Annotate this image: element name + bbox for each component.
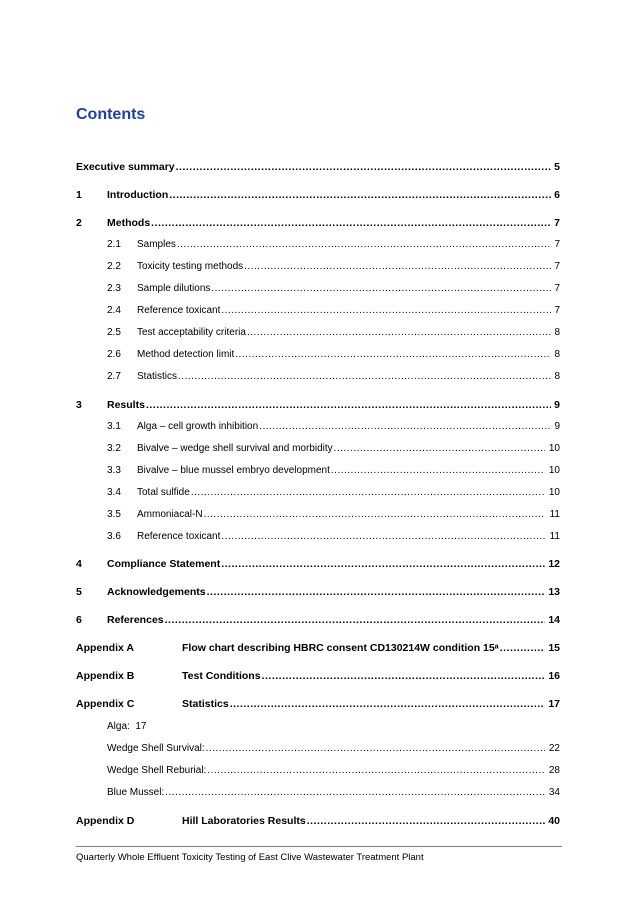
toc-entry-label: Wedge Shell Reburial: <box>107 765 207 776</box>
toc-section-number: 6 <box>76 614 82 626</box>
toc-section-number: 2.5 <box>107 327 121 338</box>
toc-dot-leader <box>169 188 551 202</box>
toc-entry-label: Bivalve – blue mussel embryo development <box>137 465 330 476</box>
toc-entry-label: Reference toxicant <box>137 305 221 316</box>
toc-dot-leader <box>207 585 545 599</box>
toc-dot-leader <box>235 348 551 362</box>
toc-appendix-number: Appendix D <box>76 815 135 827</box>
toc-page-number: 7 <box>554 217 560 229</box>
toc-dot-leader <box>500 641 545 655</box>
toc-entry-alga[interactable] <box>0 720 637 734</box>
toc-entry-wedge-shell-reburial[interactable] <box>0 764 637 778</box>
toc-dot-leader <box>230 697 545 711</box>
toc-page-number: 14 <box>548 614 560 626</box>
page-title: Contents <box>76 106 146 123</box>
toc-dot-leader <box>177 238 551 252</box>
toc-entry-wedge-shell-survival-stats[interactable] <box>0 742 637 756</box>
toc-page-number: 6 <box>554 189 560 201</box>
toc-page-number: 9 <box>554 399 560 411</box>
toc-entry-label: Sample dilutions <box>137 283 211 294</box>
toc-entry-label: Test acceptability criteria <box>137 327 246 338</box>
toc-section-number: 2.7 <box>107 371 121 382</box>
toc-section-number: 3.1 <box>107 421 121 432</box>
toc-entry-label: Bivalve – wedge shell survival and morbidity <box>137 443 333 454</box>
toc-section-number: 5 <box>76 586 82 598</box>
footer-divider <box>76 846 562 847</box>
toc-page-number: 34 <box>548 787 560 798</box>
toc-page-number: 17 <box>548 698 560 710</box>
toc-dot-leader <box>334 442 545 456</box>
toc-entry-method-detection-limit[interactable] <box>0 348 637 362</box>
toc-section-number: 2 <box>76 217 82 229</box>
toc-entry-samples[interactable] <box>0 238 637 252</box>
toc-section-number: 2.2 <box>107 261 121 272</box>
toc-section-number: 4 <box>76 558 82 570</box>
toc-section-number: 1 <box>76 189 82 201</box>
toc-entry-total-sulfide[interactable] <box>0 486 637 500</box>
toc-entry-label: Introduction <box>107 189 169 201</box>
toc-entry-appendix-d[interactable] <box>0 814 637 828</box>
toc-entry-reference-toxicant-results[interactable] <box>0 530 637 544</box>
toc-dot-leader <box>247 326 551 340</box>
toc-page-number: 5 <box>554 161 560 173</box>
toc-dot-leader <box>151 216 551 230</box>
toc-page-number: 8 <box>554 327 560 338</box>
toc-page-number: 8 <box>554 371 560 382</box>
toc-dot-leader <box>221 304 551 318</box>
toc-page-number: 16 <box>548 670 560 682</box>
toc-entry-label: Flow chart describing HBRC consent CD130214W condition 15ᵃ <box>182 642 499 654</box>
toc-entry-acknowledgements[interactable] <box>0 585 637 599</box>
toc-dot-leader <box>165 786 545 800</box>
toc-page-number: 11 <box>549 509 560 520</box>
toc-entry-label: Alga: 17 <box>107 721 147 732</box>
toc-entry-label: Reference toxicant <box>137 531 221 542</box>
toc-page-number: 10 <box>548 487 560 498</box>
toc-dot-leader <box>178 370 551 384</box>
toc-entry-reference-toxicant[interactable] <box>0 304 637 318</box>
toc-entry-appendix-c[interactable] <box>0 697 637 711</box>
toc-entry-wedge-shell-survival[interactable] <box>0 442 637 456</box>
toc-dot-leader <box>211 282 551 296</box>
toc-entry-label: Toxicity testing methods <box>137 261 244 272</box>
toc-section-number: 3.2 <box>107 443 121 454</box>
toc-dot-leader <box>191 486 545 500</box>
toc-section-number: 2.3 <box>107 283 121 294</box>
toc-dot-leader <box>204 508 545 522</box>
toc-entry-label: Ammoniacal-N <box>137 509 203 520</box>
toc-page-number: 9 <box>554 421 560 432</box>
toc-page-number: 8 <box>554 349 560 360</box>
toc-entry-blue-mussel-embryo[interactable] <box>0 464 637 478</box>
toc-dot-leader <box>262 669 545 683</box>
toc-page-number: 7 <box>554 261 560 272</box>
toc-entry-label: Executive summary <box>76 161 175 173</box>
toc-dot-leader <box>331 464 545 478</box>
toc-page-number: 11 <box>549 531 560 542</box>
toc-entry-label: Test Conditions <box>182 670 261 682</box>
toc-dot-leader <box>206 742 545 756</box>
toc-appendix-number: Appendix A <box>76 642 134 654</box>
toc-entry-sample-dilutions[interactable] <box>0 282 637 296</box>
toc-section-number: 3 <box>76 399 82 411</box>
toc-entry-label: Total sulfide <box>137 487 190 498</box>
toc-page-number: 10 <box>548 465 560 476</box>
toc-entry-label: Alga – cell growth inhibition <box>137 421 259 432</box>
toc-section-number: 3.4 <box>107 487 121 498</box>
toc-page-number: 15 <box>548 642 560 654</box>
toc-page-number: 7 <box>554 239 560 250</box>
toc-entry-appendix-b[interactable] <box>0 669 637 683</box>
toc-entry-references[interactable] <box>0 613 637 627</box>
toc-section-number: 3.3 <box>107 465 121 476</box>
toc-page-number: 13 <box>548 586 560 598</box>
toc-entry-label: Hill Laboratories Results <box>182 815 306 827</box>
toc-section-number: 2.6 <box>107 349 121 360</box>
toc-dot-leader <box>221 530 545 544</box>
toc-section-number: 3.5 <box>107 509 121 520</box>
toc-entry-label: Methods <box>107 217 151 229</box>
toc-entry-results[interactable] <box>0 398 637 412</box>
toc-entry-label: Acknowledgements <box>107 586 206 598</box>
toc-section-number: 2.1 <box>107 239 121 250</box>
toc-entry-label: Statistics <box>137 371 178 382</box>
toc-entry-label: References <box>107 614 164 626</box>
toc-page-number: 7 <box>554 305 560 316</box>
toc-entry-appendix-a[interactable] <box>0 641 637 655</box>
toc-entry-label: Samples <box>137 239 176 250</box>
toc-entry-executive-summary[interactable] <box>0 160 637 174</box>
toc-entry-statistics[interactable] <box>0 370 637 384</box>
toc-entry-label: Results <box>107 399 145 411</box>
toc-entry-methods[interactable] <box>0 216 637 230</box>
toc-entry-label: Compliance Statement <box>107 558 221 570</box>
toc-page-number: 40 <box>548 815 560 827</box>
toc-entry-ammoniacal-n[interactable] <box>0 508 637 522</box>
toc-entry-introduction[interactable] <box>0 188 637 202</box>
toc-dot-leader <box>221 557 545 571</box>
toc-dot-leader <box>146 398 551 412</box>
toc-dot-leader <box>207 764 545 778</box>
toc-dot-leader <box>259 420 551 434</box>
page-footer: Quarterly Whole Effluent Toxicity Testing of East Clive Wastewater Treatment Plant <box>76 852 424 863</box>
toc-entry-label: Statistics <box>182 698 229 710</box>
toc-entry-label: Wedge Shell Survival: <box>107 743 205 754</box>
toc-entry-compliance-statement[interactable] <box>0 557 637 571</box>
toc-page-number: 12 <box>548 558 560 570</box>
toc-entry-test-acceptability-criteria[interactable] <box>0 326 637 340</box>
toc-page-number: 7 <box>554 283 560 294</box>
toc-entry-alga-cell-growth[interactable] <box>0 420 637 434</box>
toc-page-number: 22 <box>548 743 560 754</box>
toc-appendix-number: Appendix B <box>76 670 135 682</box>
toc-dot-leader <box>307 814 545 828</box>
toc-entry-label: Method detection limit <box>137 349 235 360</box>
toc-page-number: 28 <box>548 765 560 776</box>
toc-section-number: 3.6 <box>107 531 121 542</box>
toc-entry-toxicity-testing-methods[interactable] <box>0 260 637 274</box>
toc-dot-leader <box>176 160 551 174</box>
toc-section-number: 2.4 <box>107 305 121 316</box>
toc-dot-leader <box>244 260 551 274</box>
toc-entry-label: Blue Mussel: <box>107 787 165 798</box>
toc-entry-blue-mussel[interactable] <box>0 786 637 800</box>
toc-dot-leader <box>165 613 545 627</box>
toc-page-number: 10 <box>548 443 560 454</box>
toc-appendix-number: Appendix C <box>76 698 135 710</box>
